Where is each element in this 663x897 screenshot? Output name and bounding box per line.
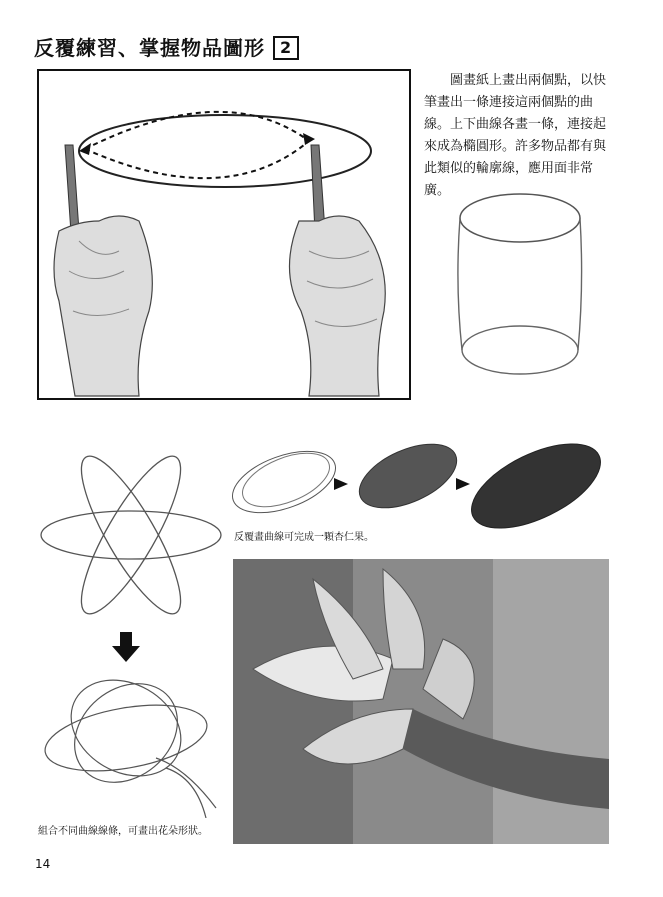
almond-caption: 反覆畫曲線可完成一顆杏仁果。	[234, 532, 374, 543]
title-text: 反覆練習、掌握物品圖形	[34, 36, 265, 60]
down-arrow-icon	[110, 632, 142, 664]
intro-paragraph: 圖畫紙上畫出兩個點，以快筆畫出一條連接這兩個點的曲線。上下曲線各畫一條，連接起來成為橢圓形。許多物品都有與此類似的輪廓線，應用面非常廣。	[424, 73, 607, 198]
page-number: 14	[35, 857, 51, 871]
hands-ellipse-figure	[37, 69, 411, 400]
flower-sketch	[36, 668, 226, 818]
cylinder-sketch	[450, 190, 590, 390]
hands-ellipse-illustration	[39, 71, 409, 398]
page-title	[34, 32, 299, 61]
flower-curves-sketch	[36, 455, 226, 615]
section-number-badge: 2	[273, 36, 299, 60]
lily-pencil-drawing	[233, 559, 609, 844]
flower-caption: 組合不同曲線線條，可畫出花朵形狀。	[38, 826, 208, 837]
